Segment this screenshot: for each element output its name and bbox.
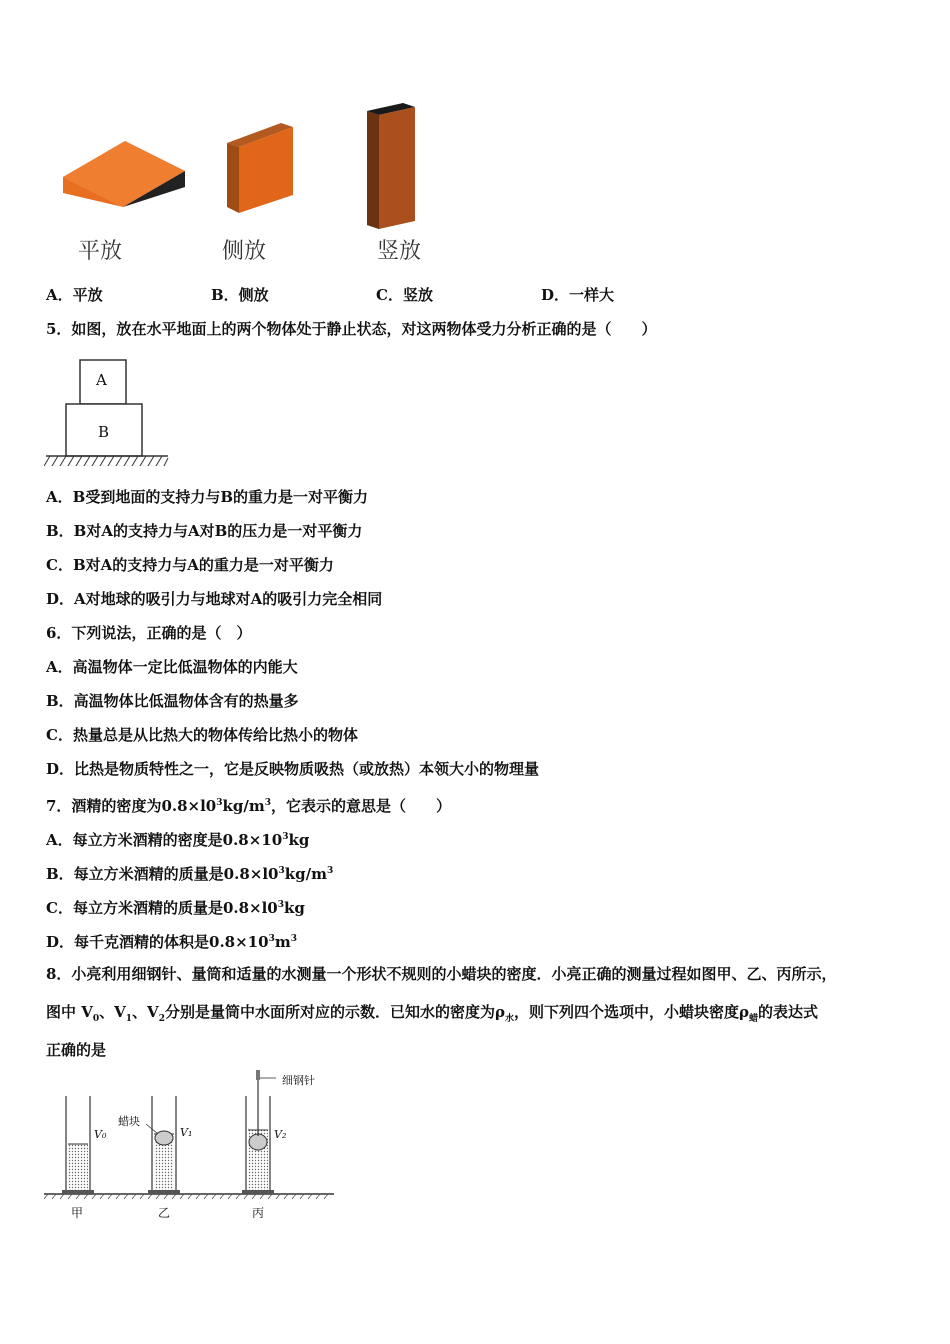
q5-stem: 5．如图，放在水平地面上的两个物体处于静止状态，对这两物体受力分析正确的是（ ） bbox=[46, 320, 657, 338]
q8-stem-line1: 8．小亮利用细钢针、量筒和适量的水测量一个形状不规则的小蜡块的密度．小亮正确的测量过程如图甲、乙、丙所示， bbox=[46, 965, 837, 983]
q6-option-c[interactable]: C．热量总是从比热大的物体传给比热小的物体 bbox=[46, 726, 358, 744]
brick-flat bbox=[63, 141, 185, 207]
block-a-label: A bbox=[96, 371, 107, 389]
v0-label: V₀ bbox=[94, 1128, 107, 1141]
q7-option-a[interactable]: A．每立方米酒精的密度是$0.8\times 10^3kg$ bbox=[46, 831, 310, 849]
caption-upright: 竖放 bbox=[377, 239, 422, 264]
cylinder-a-label: 甲 bbox=[71, 1206, 84, 1220]
q5-option-d[interactable]: D．A对地球的吸引力与地球对A的吸引力完全相同 bbox=[46, 590, 383, 608]
q6-option-d[interactable]: D．比热是物质特性之一，它是反映物质吸热（或放热）本领大小的物理量 bbox=[46, 760, 540, 778]
q6-option-b[interactable]: B．高温物体比低温物体含有的热量多 bbox=[46, 692, 299, 710]
q7-option-d[interactable]: D．每千克酒精的体积是$0.8\times 10^3m^3$ bbox=[46, 933, 297, 951]
v2-label: V₂ bbox=[274, 1128, 287, 1141]
q4-option-c[interactable]: C．竖放 bbox=[376, 286, 433, 304]
cylinder-c-label: 丙 bbox=[252, 1206, 265, 1220]
q5-option-b[interactable]: B．B对A的支持力与A对B的压力是一对平衡力 bbox=[46, 522, 363, 540]
cylinder-b bbox=[146, 1096, 180, 1194]
q4-option-a[interactable]: A．平放 bbox=[46, 286, 103, 304]
q6-option-a[interactable]: A．高温物体一定比低温物体的内能大 bbox=[46, 658, 298, 676]
cylinders-figure bbox=[44, 1066, 334, 1226]
q5-option-a[interactable]: A．B受到地面的支持力与B的重力是一对平衡力 bbox=[46, 488, 368, 506]
cylinder-b-label: 乙 bbox=[158, 1206, 171, 1220]
q4-option-d[interactable]: D．一样大 bbox=[541, 286, 615, 304]
v1-label: V₁ bbox=[180, 1126, 193, 1139]
q8-stem-line2: 图中 $V_0$、$V_1$、$V_2$分别是量筒中水面所对应的示数．已知水的密度为$\rho_水$，则下列四个选项中，小蜡块密度$\rho_蜡$的表达式 bbox=[46, 1003, 818, 1024]
needle-label: 细钢针 bbox=[282, 1074, 315, 1087]
q8-stem-line3: 正确的是 bbox=[46, 1041, 107, 1059]
brick-side bbox=[227, 123, 293, 213]
caption-side: 侧放 bbox=[222, 239, 267, 264]
caption-flat: 平放 bbox=[78, 239, 123, 264]
bricks-figure bbox=[55, 95, 435, 240]
block-b-label: B bbox=[98, 423, 110, 441]
q5-option-c[interactable]: C．B对A的支持力与A的重力是一对平衡力 bbox=[46, 556, 334, 574]
blocks-ab-figure bbox=[44, 356, 170, 472]
q6-stem: 6．下列说法，正确的是（ ） bbox=[46, 624, 252, 642]
cylinder-a bbox=[62, 1096, 94, 1194]
q7-option-c[interactable]: C．每立方米酒精的质量是$0.8\times l0^3kg$ bbox=[46, 899, 305, 917]
wax-label: 蜡块 bbox=[118, 1115, 140, 1128]
q4-option-b[interactable]: B．侧放 bbox=[211, 286, 269, 304]
cylinder-c bbox=[242, 1070, 276, 1194]
brick-upright bbox=[367, 103, 415, 229]
q7-stem: 7．酒精的密度为$0.8\times l0^3kg/m^3$，它表示的意思是（ ） bbox=[46, 797, 452, 815]
q7-option-b[interactable]: B．每立方米酒精的质量是$0.8\times l0^3kg/m^3$ bbox=[46, 865, 334, 883]
